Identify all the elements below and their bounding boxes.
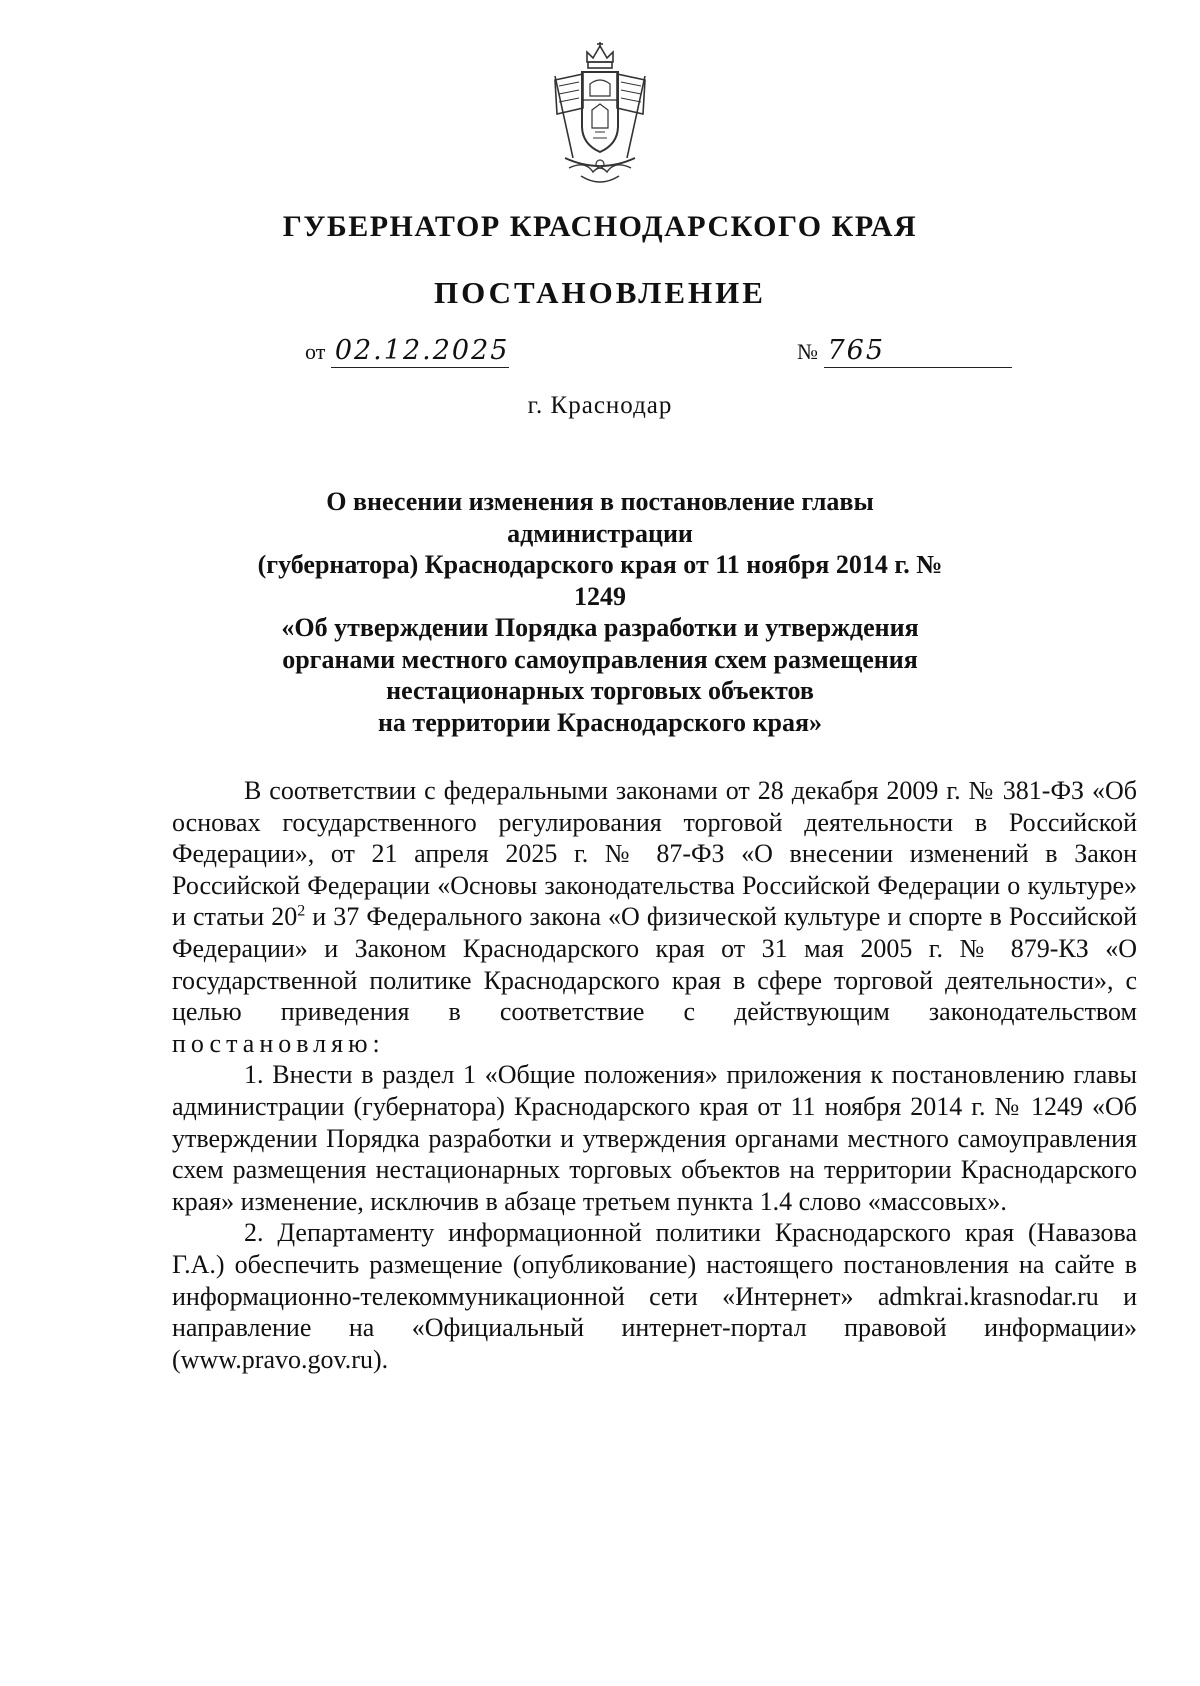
title-line: «Об утверждении Порядка разработки и утверждения [281, 613, 919, 642]
preamble-text: В соответствии с федеральными законами от 28 декабря 2009 г. № 381-ФЗ «Об основах государственного регулирования торговой деятельности в Российской Федерации», от 21 апреля 2025 г. № 87-ФЗ «О внесении изменений в Закон Российской Федерации «Основы законодательства Российской Федерации о культуре» и статьи 20 [172, 776, 1137, 932]
number-label: № [797, 339, 818, 364]
paragraph-item-2: 2. Департаменту информационной политики Краснодарского края (Навазова Г.А.) обеспечить размещение (опубликование) настоящего постановления на сайте в информационно-телекоммуникационной сети «Интернет» admkrai.krasnodar.ru и направление на «Официальный интернет-портал правовой информации» (www.pravo.gov.ru). [172, 1218, 1137, 1374]
article-superscript: 2 [297, 902, 306, 920]
title-line: органами местного самоуправления схем размещения [282, 644, 918, 674]
date-label: от [305, 339, 326, 364]
title-line: О внесении изменения в постановление главы администрации [326, 487, 874, 548]
date-block [305, 336, 509, 368]
document-body [172, 775, 1137, 1375]
document-title [240, 486, 960, 738]
title-line: на территории Краснодарского края» [377, 707, 823, 737]
title-line: нестационарных торговых объектов [386, 676, 814, 705]
city: г. Краснодар [527, 392, 673, 419]
preamble-text-cont: и 37 Федерального закона «О физической культуре и спорте в Российской Федерации» и Законом Краснодарского края от 31 мая 2005 г. № 879-КЗ «О государственной политике Краснодарского края в сфере торговой деятельности», с целью приведения в соответствие с действующим законодательством [172, 902, 1137, 1027]
resolve-word: постановляю: [172, 1028, 385, 1058]
number-value: 765 [824, 336, 1012, 368]
document-type: ПОСТАНОВЛЕНИЕ [434, 275, 766, 310]
title-line: (губернатора) Краснодарского края от 11 ноября 2014 г. № 1249 [257, 550, 943, 611]
paragraph-item-1: 1. Внести в раздел 1 «Общие положения» приложения к постановлению главы администрации (губернатора) Краснодарского края от 11 ноября 2014 г. № 1249 «Об утверждении Порядка разработки и утверждения органами местного самоуправления схем размещения нестационарных торговых объектов на территории Краснодарского края» изменение, исключив в абзаце третьем пункта 1.4 слово «массовых». [172, 1060, 1137, 1216]
date-value: 02.12.2025 [331, 336, 509, 368]
coat-of-arms-icon [535, 40, 665, 190]
paragraph-preamble [172, 775, 1137, 1059]
number-block [797, 336, 1012, 368]
issuing-authority: ГУБЕРНАТОР КРАСНОДАРСКОГО КРАЯ [282, 210, 918, 243]
